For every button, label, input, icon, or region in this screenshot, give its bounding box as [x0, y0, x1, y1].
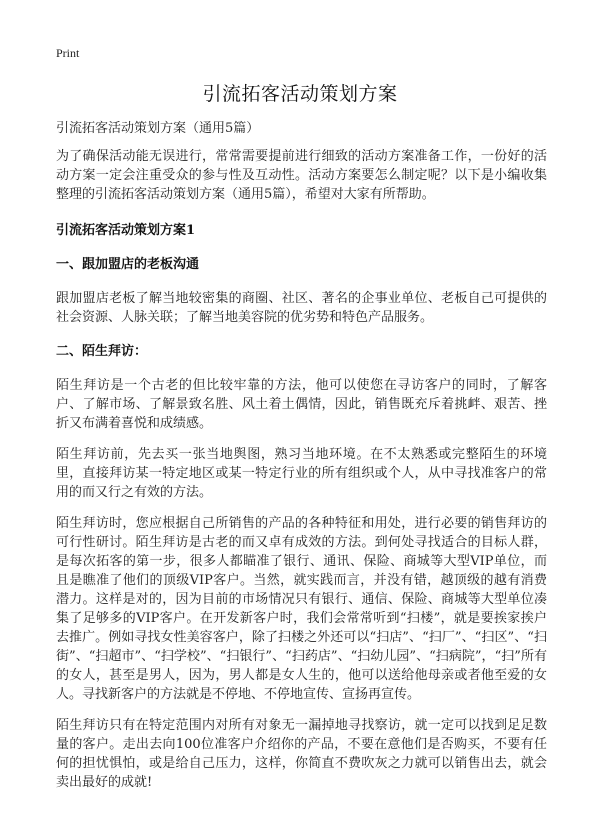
section2-paragraph: 陌生拜访时，您应根据自己所销售的产品的各种特征和用处，进行必要的销售拜访的可行性研讨。陌生拜访是古老的而又卓有成效的方法。到何处寻找适合的目标人群，是每次拓客的第一步，很多人都瞄准了银行、通讯、保险、商城等大型VIP单位，而且是瞧准了他们的顶级VIP客户。当然，就实践而言，并没有错，越顶级的越有消费潜力。这样是对的，因为目前的市场情况只有银行、通信、保险、商城等大型单位凑集了足够多的VIP客户。在开发新客户时，我们会常常听到“扫楼”，就是要挨家挨户去推广。例如寻找女性美容客户，除了扫楼之外还可以“扫店”、“扫厂”、“扫区”、“扫街”、“扫超市”、“扫学校”、“扫银行”、“扫药店”、“扫幼儿园”、“扫病院”，“扫”所有的女人，甚至是男人，因为，男人都是女人生的，他可以送给他母亲或者他至爱的女人。寻找新客户的方法就是不停地、不停地宣传、宣扬再宣传。: [56, 516, 547, 702]
section2-paragraph: 陌生拜访前，先去买一张当地舆图，熟习当地环境。在不太熟悉或完整陌生的环境里，直接拜访某一特定地区或某一特定行业的所有组织或个人，从中寻找准客户的常用的而又行之有效的方法。: [56, 447, 547, 500]
print-link[interactable]: Print: [56, 46, 80, 60]
plan1-heading: 引流拓客活动策划方案1: [56, 223, 196, 238]
section2-paragraph: 陌生拜访是一个古老的但比较牢靠的方法，他可以使您在寻访客户的同时，了解客户、了解市场、了解景致名胜、风土着土偶情，因此，销售既充斥着挑衅、艰苦、挫折又布满着喜悦和成绩感。: [56, 378, 547, 431]
section2-paragraph: 陌生拜访只有在特定范围内对所有对象无一漏掉地寻找察访，就一定可以找到足足数量的客户。走出去向100位准客户介绍你的产品，不要在意他们是否购买，不要有任何的担忧惧怕，或是给自己压力，这样，你简直不费吹灰之力就可以销售出去，就会卖出最好的成就!: [56, 718, 547, 790]
section1-heading: 一、跟加盟店的老板沟通: [56, 257, 200, 272]
intro-paragraph: 为了确保活动能无误进行，常常需要提前进行细致的活动方案准备工作，一份好的活动方案一定会注重受众的参与性及互动性。活动方案要怎么制定呢？以下是小编收集整理的引流拓客活动策划方案（通用5篇），希望对大家有所帮助。: [56, 149, 547, 202]
page-title: 引流拓客活动策划方案: [202, 83, 398, 105]
document-body: [56, 120, 547, 804]
section1-paragraph: 跟加盟店老板了解当地较密集的商圈、社区、著名的企事业单位、老板自己可提供的社会资源、人脉关联；了解当地美容院的优劣势和特色产品服务。: [56, 291, 547, 325]
document-subtitle: 引流拓客活动策划方案（通用5篇）: [56, 121, 260, 136]
section2-heading: 二、陌生拜访：: [56, 344, 148, 359]
